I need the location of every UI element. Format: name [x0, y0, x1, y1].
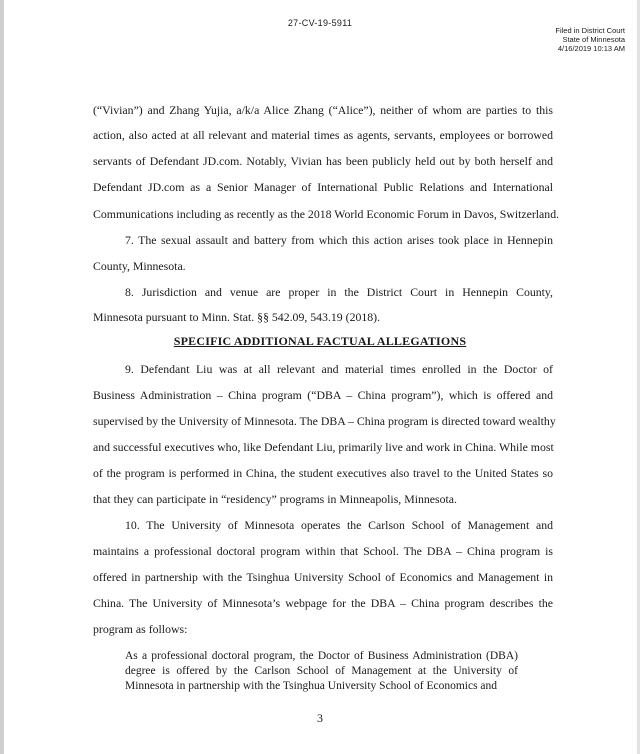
- paragraph-8-line: 8. Jurisdiction and venue are proper in the District Court in Hennepin County,: [125, 285, 553, 299]
- paragraph-9-line: 9. Defendant Liu was at all relevant and material times enrolled in the Doctor of: [125, 362, 553, 376]
- page-number: 3: [317, 711, 323, 725]
- paragraph-7-line: 7. The sexual assault and battery from which this action arises took place in Hennepin: [125, 233, 553, 247]
- paragraph-9-line: supervised by the University of Minnesota. The DBA – China program is directed toward wealthy: [93, 414, 556, 428]
- page-edge-left: [0, 0, 4, 754]
- paragraph-9-line: of the program is performed in China, the student executives also travel to the United States so: [93, 466, 553, 480]
- section-heading: SPECIFIC ADDITIONAL FACTUAL ALLEGATIONS: [173, 334, 467, 348]
- paragraph-10-line: China. The University of Minnesota’s webpage for the DBA – China program describes the: [93, 596, 553, 610]
- filing-stamp: [555, 26, 625, 53]
- paragraph-9-line: Business Administration – China program (“DBA – China program”), which is offered and: [93, 388, 553, 402]
- block-quote-line: Minnesota in partnership with the Tsinghua University School of Economics and: [125, 680, 498, 692]
- block-quote-line: As a professional doctoral program, the Doctor of Business Administration (DBA): [125, 650, 518, 662]
- paragraph-7-line: County, Minnesota.: [93, 259, 186, 273]
- filing-stamp-line: Filed in District Court: [555, 26, 625, 35]
- filing-stamp-line: 4/16/2019 10:13 AM: [557, 44, 625, 53]
- body-line: servants of Defendant JD.com. Notably, Vivian has been publicly held out by both herself and: [93, 154, 553, 168]
- body-line: Communications including as recently as the 2018 World Economic Forum in Davos, Switzerland.: [93, 207, 560, 221]
- body-line: (“Vivian”) and Zhang Yujia, a/k/a Alice Zhang (“Alice”), neither of whom are parties to this: [93, 103, 553, 117]
- paragraph-8-line: Minnesota pursuant to Minn. Stat. §§ 542.09, 543.19 (2018).: [93, 310, 381, 324]
- filing-stamp-line: State of Minnesota: [562, 35, 625, 44]
- block-quote-line: degree is offered by the Carlson School of Management at the University of: [125, 665, 518, 677]
- paragraph-9-line: that they can participate in “residency” programs in Minneapolis, Minnesota.: [93, 492, 457, 506]
- case-number: 27-CV-19-5911: [287, 18, 353, 28]
- paragraph-9-line: and successful executives who, like Defendant Liu, primarily live and work in China. While most: [93, 440, 554, 454]
- paragraph-10-line: offered in partnership with the Tsinghua University School of Economics and Management in: [93, 570, 553, 584]
- body-line: Defendant JD.com as a Senior Manager of International Public Relations and International: [93, 180, 553, 194]
- paragraph-10-line: maintains a professional doctoral program within that School. The DBA – China program is: [93, 544, 553, 558]
- body-line: action, also acted at all relevant and material times as agents, servants, employees or borrowed: [93, 128, 553, 142]
- paragraph-10-line: 10. The University of Minnesota operates the Carlson School of Management and: [125, 518, 553, 532]
- paragraph-10-line: program as follows:: [93, 622, 188, 636]
